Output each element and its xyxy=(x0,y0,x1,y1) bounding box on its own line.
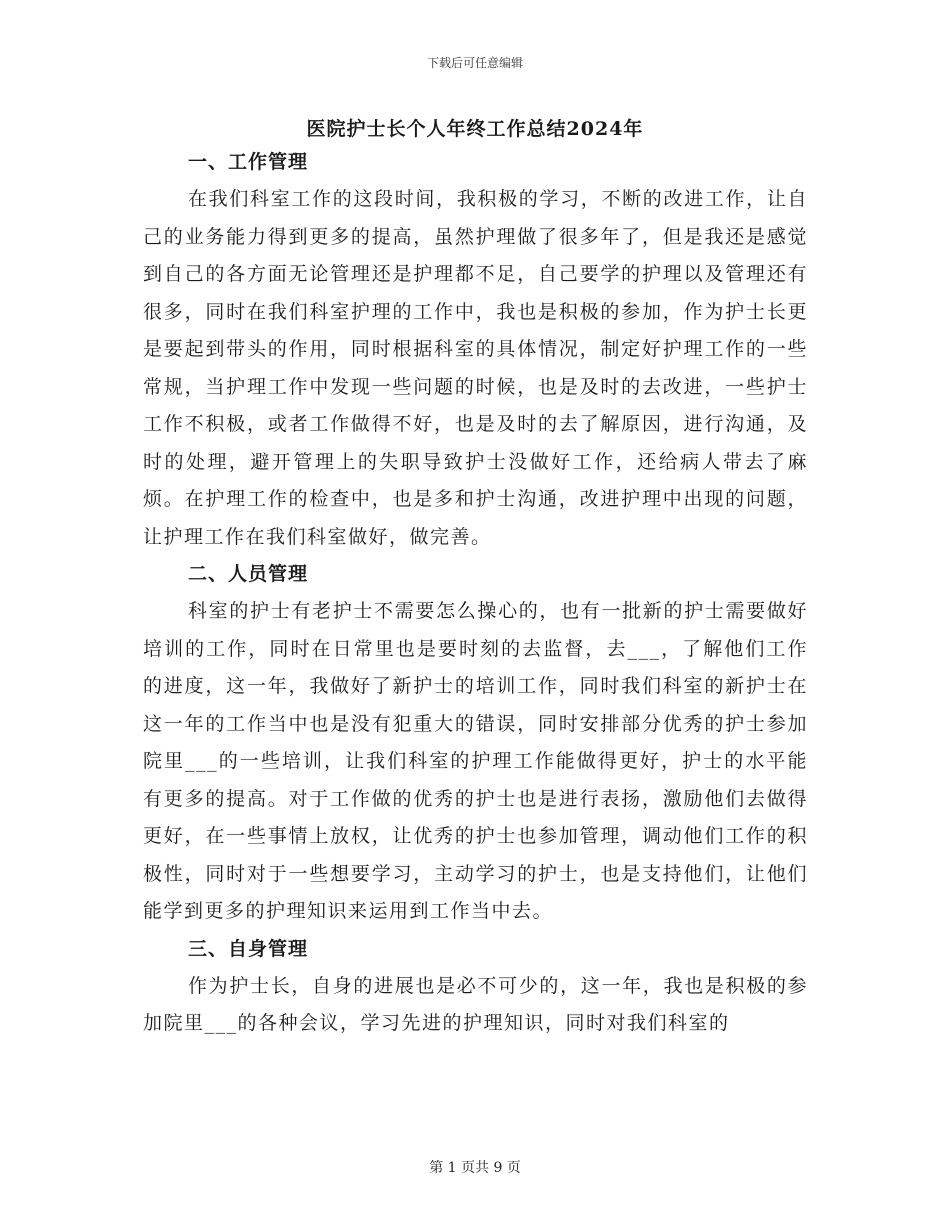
page-header: 下载后可任意编辑 xyxy=(426,56,523,70)
section-paragraph: 在我们科室工作的这段时间，我积极的学习，不断的改进工作，让自己的业务能力得到更多的提高，虽然护理做了很多年了，但是我还是感觉到自己的各方面无论管理还是护理都不足，自己要学的护理以及管理还有很多，同时在我们科室护理的工作中，我也是积极的参加，作为护士长更是要起到带头的作用，同时根据科室的具体情况，制定好护理工作的一些常规，当护理工作中发现一些问题的时候，也是及时的去改进，一些护士工作不积极，或者工作做得不好，也是及时的去了解原因，进行沟通，及时的处理，避开管理上的失职导致护士没做好工作，还给病人带去了麻烦。在护理工作的检查中，也是多和护士沟通，改进护理中出现的问题，让护理工作在我们科室做好，做完善。 xyxy=(143,188,808,548)
section-paragraph: 科室的护士有老护士不需要怎么操心的，也有一批新的护士需要做好培训的工作，同时在日常里也是要时刻的去监督，去___，了解他们工作的进度，这一年，我做好了新护士的培训工作，同时我们科室的新护士在这一年的工作当中也是没有犯重大的错误，同时安排部分优秀的护士参加院里___的一些培训，让我们科室的护理工作能做得更好，护士的水平能有更多的提高。对于工作做的优秀的护士也是进行表扬，激励他们去做得更好，在一些事情上放权，让优秀的护士也参加管理，调动他们工作的积极性，同时对于一些想要学习，主动学习的护士，也是支持他们，让他们能学到更多的护理知识来运用到工作当中去。 xyxy=(143,600,808,922)
section-heading: 一、工作管理 xyxy=(188,151,309,173)
section-paragraph: 作为护士长，自身的进展也是必不可少的，这一年，我也是积极的参加院里___的各种会议，学习先进的护理知识，同时对我们科室的 xyxy=(143,974,808,1034)
section-heading: 三、自身管理 xyxy=(188,937,309,960)
page-number: 第 1 页共 9 页 xyxy=(429,1160,521,1176)
section-heading: 二、人员管理 xyxy=(188,563,309,585)
section-self-management xyxy=(143,931,808,1043)
section-staff-management xyxy=(143,556,808,931)
document-body xyxy=(143,144,808,1043)
section-work-management xyxy=(143,144,808,556)
document-title: 医院护士长个人年终工作总结2024年 xyxy=(306,118,644,140)
